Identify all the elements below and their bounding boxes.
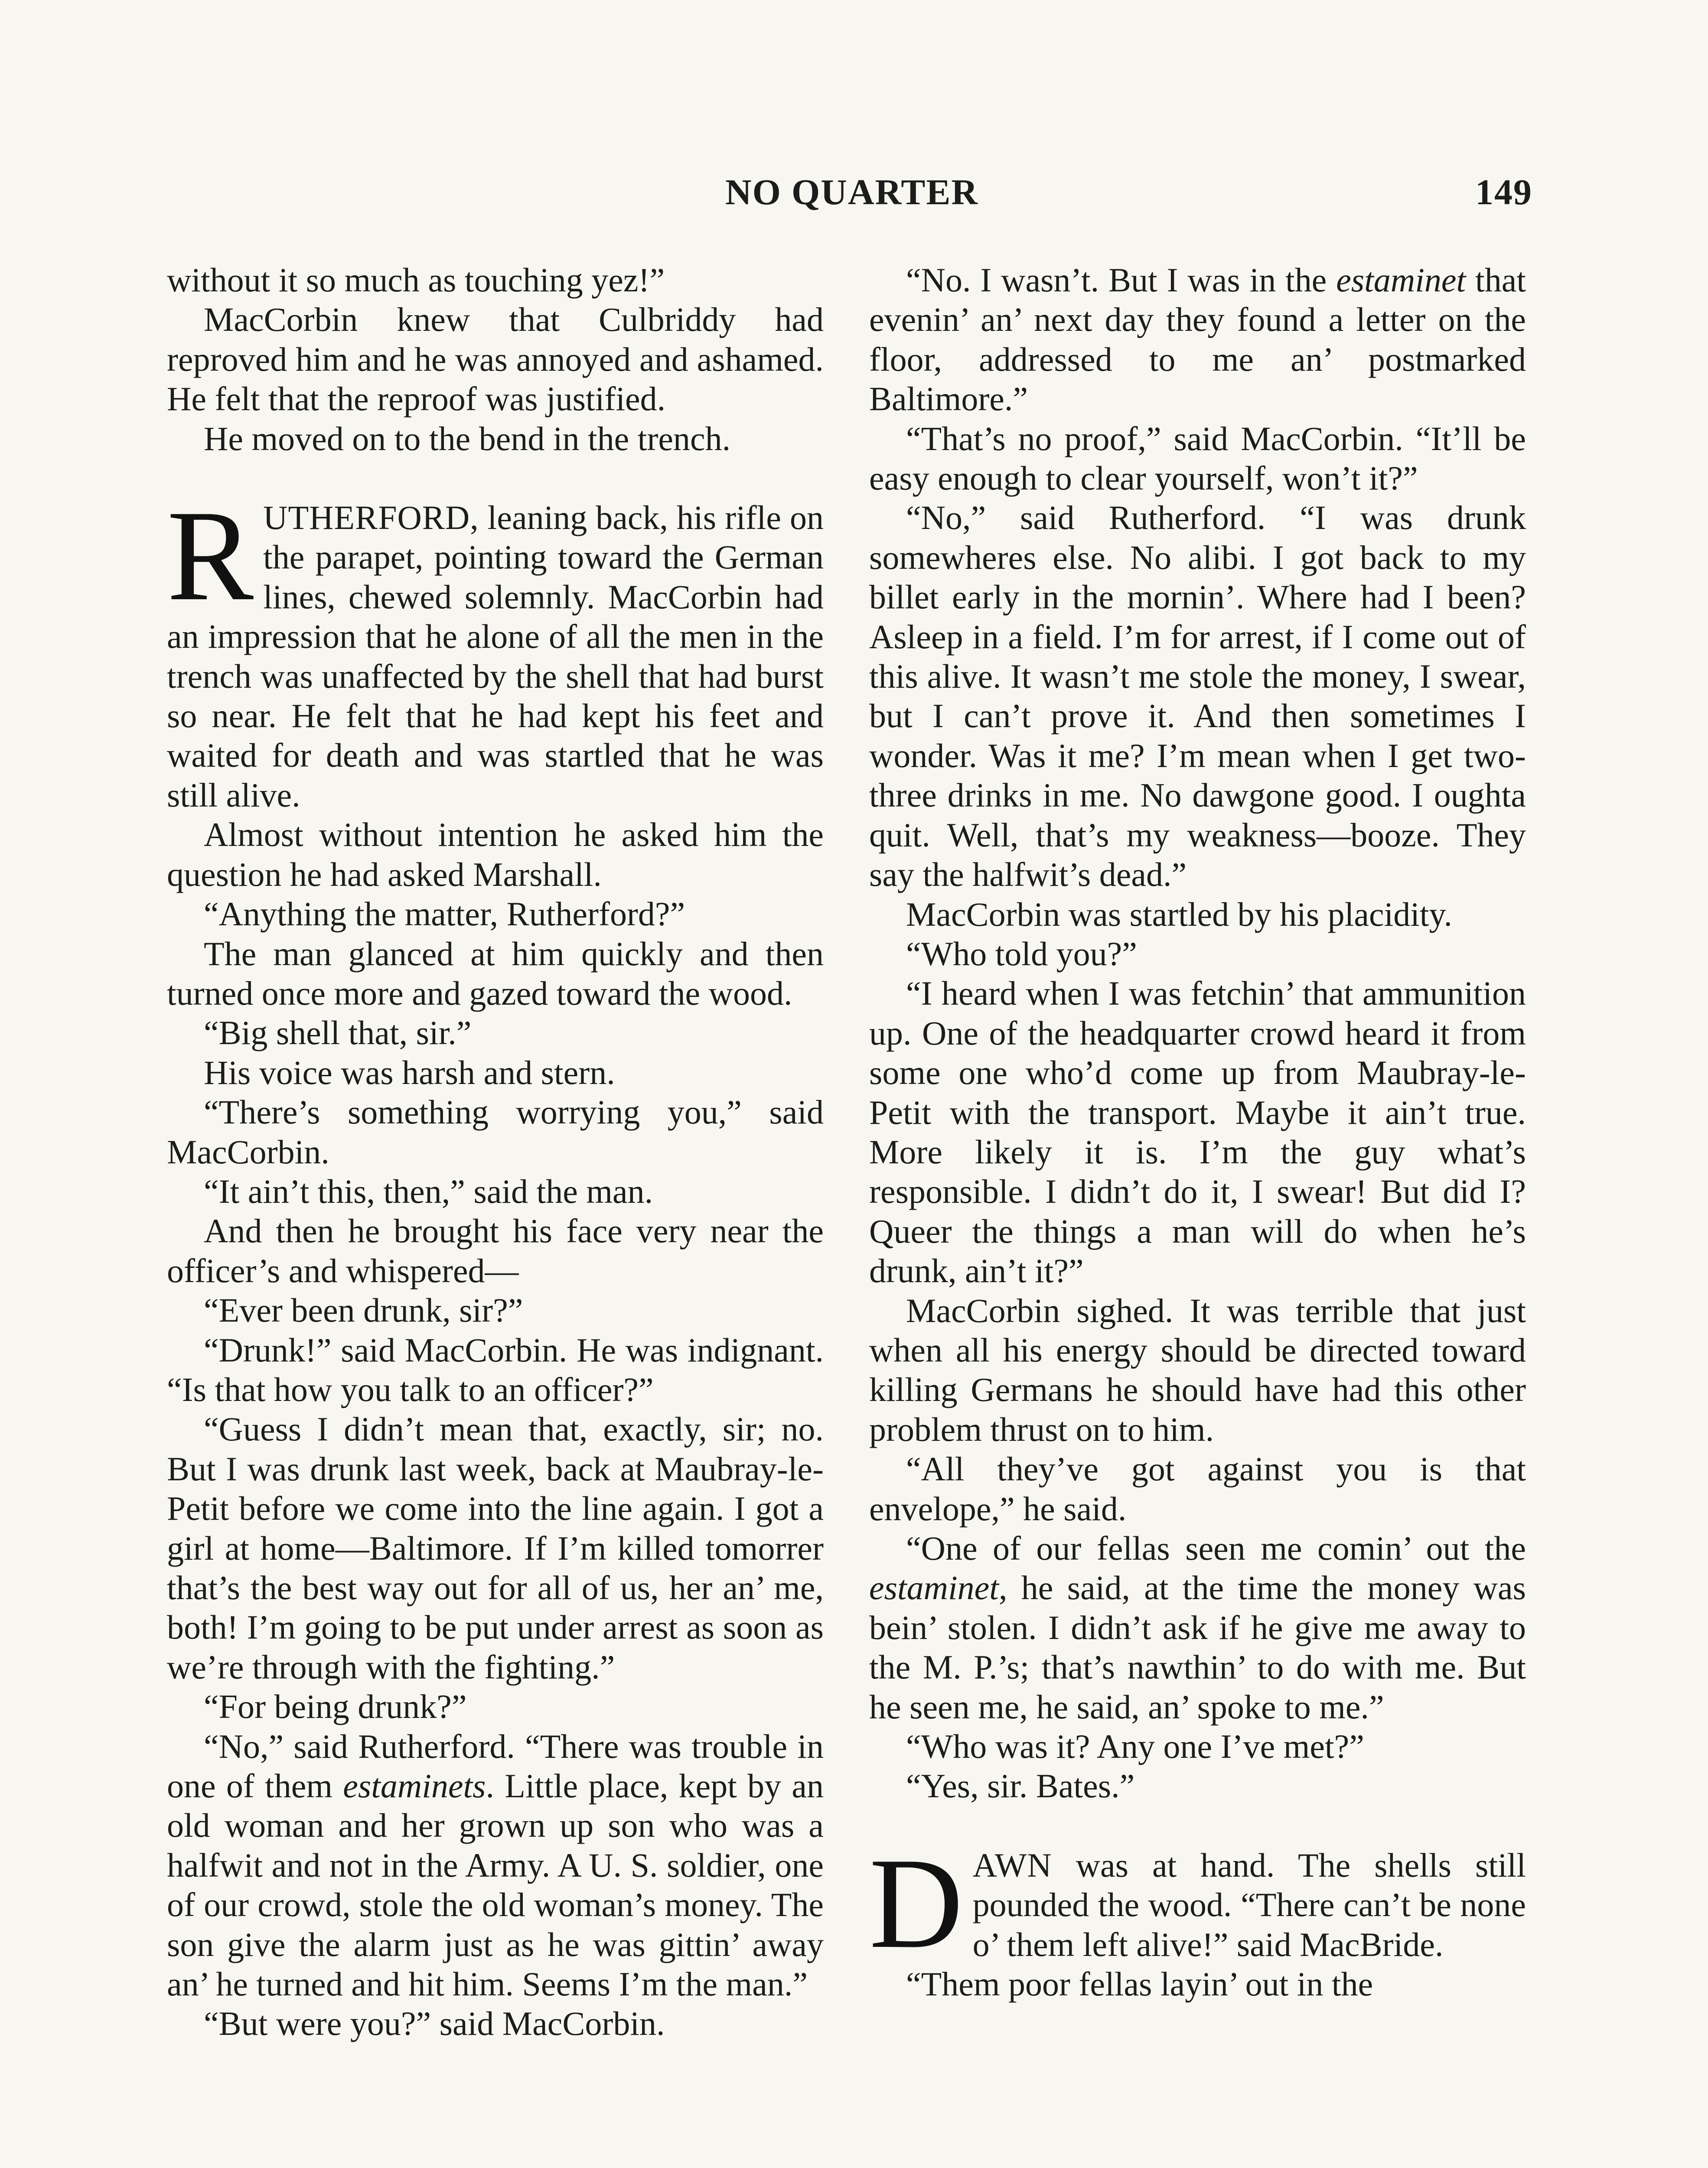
paragraph: “Them poor fellas layin’ out in the [906,1965,1373,2003]
italic-word: estaminet [869,1569,999,1607]
paragraph: “Who was it? Any one I’ve met?” [906,1727,1364,1766]
paragraph: “There’s something worrying you,” said MacCorbin. [167,1093,824,1171]
paragraph [869,1528,1526,1727]
paragraph: MacCorbin sighed. It was terrible that just when all his energy should be directed toward killing Germans he should have had this other problem thrust on to him. [869,1291,1526,1448]
italic-word: estaminet [1336,261,1466,299]
section-opening-paragraph [167,483,824,815]
page-number: 149 [1475,172,1532,212]
section-opening-paragraph [869,1831,1526,1975]
paragraph: “Yes, sir. Bates.” [906,1767,1135,1805]
left-column [167,260,824,2044]
paragraph [869,260,1526,419]
drop-cap: D [869,1831,963,1975]
paragraph: “It ain’t this, then,” said the man. [204,1172,653,1210]
paragraph-text: “No,” said Rutherford. “There was trouble in one of them [167,1727,824,1805]
paragraph: “But were you?” said MacCorbin. [204,2005,665,2043]
running-head [171,171,1532,232]
paragraph-text: leaning back, his rifle on the parapet, pointing toward the German lines, chewed solemnly. MacCorbin had an impression that he alone of all the men in the trench was unaffected by the shell that had burst so near. He felt that he had kept his feet and waited for death and was startled that he was still alive. [167,499,824,814]
paragraph: “Ever been drunk, sir?” [204,1291,523,1329]
italic-word: estaminets [343,1767,486,1805]
paragraph: without it so much as touching yez!” [167,261,665,299]
paragraph: MacCorbin knew that Culbriddy had reproved him and he was annoyed and ashamed. He felt that the reproof was justified. [167,300,824,418]
paragraph-text: “No. I wasn’t. But I was in the [906,261,1336,299]
paragraph-text: that evenin’ an’ next day they found a letter on the floor, addressed to me an’ postmarked Baltimore.” [869,261,1526,418]
paragraph: His voice was harsh and stern. [204,1053,615,1091]
paragraph: “Big shell that, sir.” [204,1014,472,1052]
lead-word: AWN [972,1846,1052,1884]
paragraph: The man glanced at him quickly and then turned once more and gazed toward the wood. [167,934,824,1012]
paragraph-text: , he said, at the time the money was bein’ stolen. I didn’t ask if he give me away to the M. P.’s; that’s nawthin’ to do with me. But he seen me, he said, an’ spoke to me.” [869,1569,1526,1726]
paragraph [167,1727,824,2004]
paragraph-text: “One of our fellas seen me comin’ out the [906,1529,1526,1567]
paragraph: “No,” said Rutherford. “I was drunk somewheres else. No alibi. I got back to my billet early in the mornin’. Where had I been? Asleep in a field. I’m for arrest, if I come out of this alive. It wasn’t me stole the money, I swear, but I can’t prove it. And then sometimes I wonder. Was it me? I’m mean when I get two-three drinks in me. No dawgone good. I oughta quit. Well, that’s my weakness—booze. They say the halfwit’s dead.” [869,499,1526,894]
paragraph: Almost without intention he asked him the question he had asked Marshall. [167,816,824,893]
paragraph: “That’s no proof,” said MacCorbin. “It’ll be easy enough to clear yourself, won’t it?” [869,419,1526,497]
running-title: NO QUARTER [725,172,979,212]
right-column [869,260,1526,2004]
drop-cap: R [167,483,254,628]
paragraph: He moved on to the bend in the trench. [204,419,731,457]
paragraph: “For being drunk?” [204,1688,467,1726]
paragraph: “Who told you?” [906,934,1137,973]
paragraph-text: . Little place, kept by an old woman and her grown up son who was a halfwit and not in the Army. A U. S. soldier, one of our crowd, stole the old woman’s money. The son give the alarm just as he was gittin’ away an’ he turned and hit him. Seems I’m the man.” [167,1767,824,2003]
paragraph: MacCorbin was startled by his placidity. [906,895,1453,933]
paragraph: And then he brought his face very near the officer’s and whispered— [167,1212,824,1290]
paragraph-text: was at hand. The shells still pounded the wood. “There can’t be none o’ them left alive!” said MacBride. [972,1846,1526,1963]
lead-word: UTHERFORD, [263,499,479,537]
paragraph: “Anything the matter, Rutherford?” [204,895,685,933]
paragraph: “All they’ve got against you is that envelope,” he said. [869,1450,1526,1528]
paragraph: “Guess I didn’t mean that, exactly, sir; no. But I was drunk last week, back at Maubray-le-Petit before we come into the line again. I got a girl at home—Baltimore. If I’m killed tomorrer that’s the best way out for all of us, her an’ me, both! I’m going to be put under arrest as soon as we’re through with the fighting.” [167,1410,824,1686]
paragraph: “Drunk!” said MacCorbin. He was indignant. “Is that how you talk to an officer?” [167,1331,824,1408]
paragraph: “I heard when I was fetchin’ that ammunition up. One of the headquarter crowd heard it from some one who’d come up from Maubray-le-Petit with the transport. Maybe it ain’t true. More likely it is. I’m the guy what’s responsible. I didn’t do it, I swear! But did I? Queer the things a man will do when he’s drunk, ain’t it?” [869,974,1526,1290]
